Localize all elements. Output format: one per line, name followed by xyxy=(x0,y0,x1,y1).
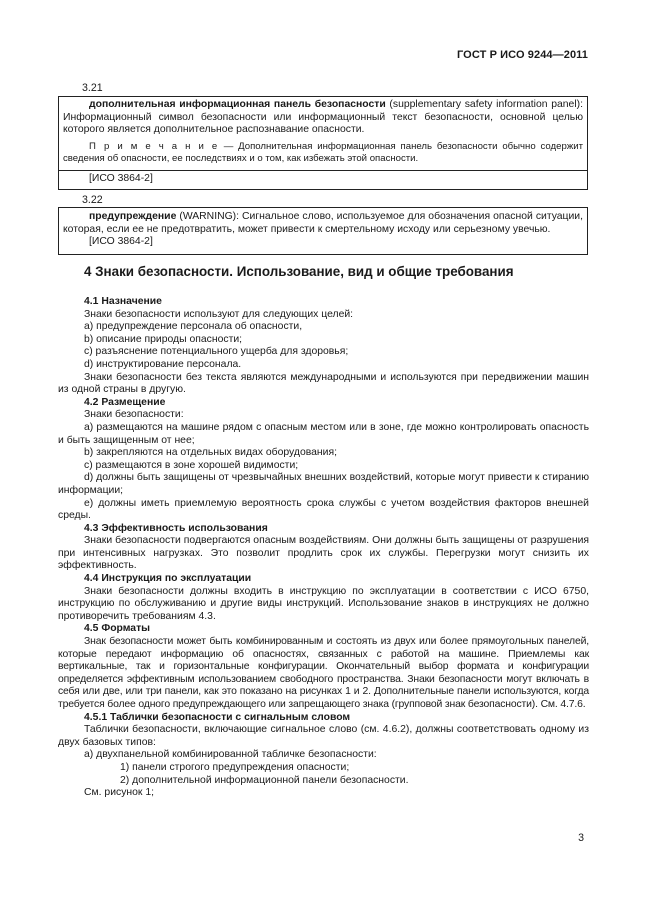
s41-item: b) описание природы опасности; xyxy=(84,333,243,345)
term-definition-text: (supplementary safety information panel): Информационный символ безопасности или информационный текст безопасности, основной целью которого является дополнительное распознавание опасности. xyxy=(63,99,583,136)
term-number-3-22: 3.22 xyxy=(82,194,103,206)
s42-item: e) должны иметь приемлемую вероятность срока службы с учетом воздействия факторов внешней среды. xyxy=(58,497,589,522)
s451-subitem: 1) панели строгого предупреждения опасности; xyxy=(120,761,350,773)
standard-header: ГОСТ Р ИСО 9244—2011 xyxy=(456,49,588,61)
s451-subitem: 2) дополнительной информационной панели безопасности. xyxy=(120,774,409,786)
term-reference-3-22: [ИСО 3864-2] xyxy=(89,236,153,248)
heading-4-1: 4.1 Назначение xyxy=(84,296,162,307)
s41-item: d) инструктирование персонала. xyxy=(84,358,242,370)
s41-item: c) разъяснение потенциального ущерба для здоровья; xyxy=(84,346,349,358)
note-text: — Дополнительная информационная панель безопасности обычно содержит сведения об опасности, ее последствиях и о том, как избежать этой опасности. xyxy=(63,140,583,165)
term-box-3-21 xyxy=(58,96,588,190)
s42-item: d) должны быть защищены от чрезвычайных внешних воздействий, которые могут привести к стиранию информации; xyxy=(58,472,589,496)
term-reference-3-21: [ИСО 3864-2] xyxy=(89,172,153,184)
s451-item-a: a) двухпанельной комбинированной табличке безопасности: xyxy=(84,749,377,761)
heading-4-3: 4.3 Эффективность использования xyxy=(84,522,268,534)
s451-text: Таблички безопасности, включающие сигнальное слово (см. 4.6.2), должны соответствовать одному из двух базовых типов: xyxy=(58,724,589,748)
s41-closing: Знаки безопасности без текста являются международными и используются при передвижении машин из одной страны в другую. xyxy=(58,371,589,396)
section-4-body xyxy=(58,296,589,800)
s451-see: См. рисунок 1; xyxy=(84,787,155,799)
term-definition-3-21 xyxy=(59,97,587,137)
s42-intro: Знаки безопасности: xyxy=(84,409,184,421)
s44-text: Знаки безопасности должны входить в инструкцию по эксплуатации в соответствии с ИСО 6750, инструкцию по обслуживанию и другие виды инструкций. Использование знаков в инструкциях не должно противоречить требованиям 4.3. xyxy=(58,585,589,622)
s42-item: c) размещаются в зоне хорошей видимости; xyxy=(84,459,299,471)
heading-4-4: 4.4 Инструкция по эксплуатации xyxy=(84,573,252,585)
term-name: дополнительная информационная панель безопасности xyxy=(89,99,386,110)
heading-4-5: 4.5 Форматы xyxy=(84,623,151,635)
term-box-3-22 xyxy=(58,207,588,255)
s41-intro: Знаки безопасности используют для следующих целей: xyxy=(84,308,354,320)
s41-item: a) предупреждение персонала об опасности, xyxy=(84,321,303,333)
section-4-title: 4 Знаки безопасности. Использование, вид и общие требования xyxy=(84,264,514,279)
page-number: 3 xyxy=(578,832,584,844)
term-definition-3-22 xyxy=(59,208,587,236)
heading-4-2: 4.2 Размещение xyxy=(84,396,166,408)
heading-4-5-1: 4.5.1 Таблички безопасности с сигнальным словом xyxy=(84,711,351,723)
s42-item: a) размещаются на машине рядом с опасным местом или в зоне, где можно контролировать опасность и быть защищенным от нее; xyxy=(58,421,589,446)
s42-item: b) закрепляются на отдельных видах оборудования; xyxy=(84,447,337,459)
note-label: П р и м е ч а н и е xyxy=(89,140,219,152)
s43-text: Знаки безопасности подвергаются опасным воздействиям. Они должны быть защищены от разрушения при интенсивных нагрузках. Это позволит продлить срок их службы. Перегрузки могут снизить их эффективность. xyxy=(58,535,589,572)
term-number-3-21: 3.21 xyxy=(82,82,103,94)
term-definition-text: (WARNING): Сигнальное слово, используемое для обозначения опасной ситуации, которая, если ее не предотвратить, может привести к смертельному исходу или серьезному увечью. xyxy=(63,211,583,235)
term-note-3-21 xyxy=(59,141,587,166)
term-name: предупреждение xyxy=(89,211,177,222)
s45-text: Знак безопасности может быть комбинированным и состоять из двух или более прямоугольных панелей, которые передают информацию об опасностях, связанных с работой на машине. Приемлемы как вертикальные, так и горизонтальные конфигурации. Окончательный выбор формата и конфигурации определяется эффективным использованием свободного пространства. Знаки безопасности могут включать в себя или две, или три панели, как это показано на рисунках 1 и 2. Дополнительные панели используются, когда требуется более одного предупреждающего или запрещающего знака (групповой знак безопасности). См. 4.7.6. xyxy=(58,636,589,710)
